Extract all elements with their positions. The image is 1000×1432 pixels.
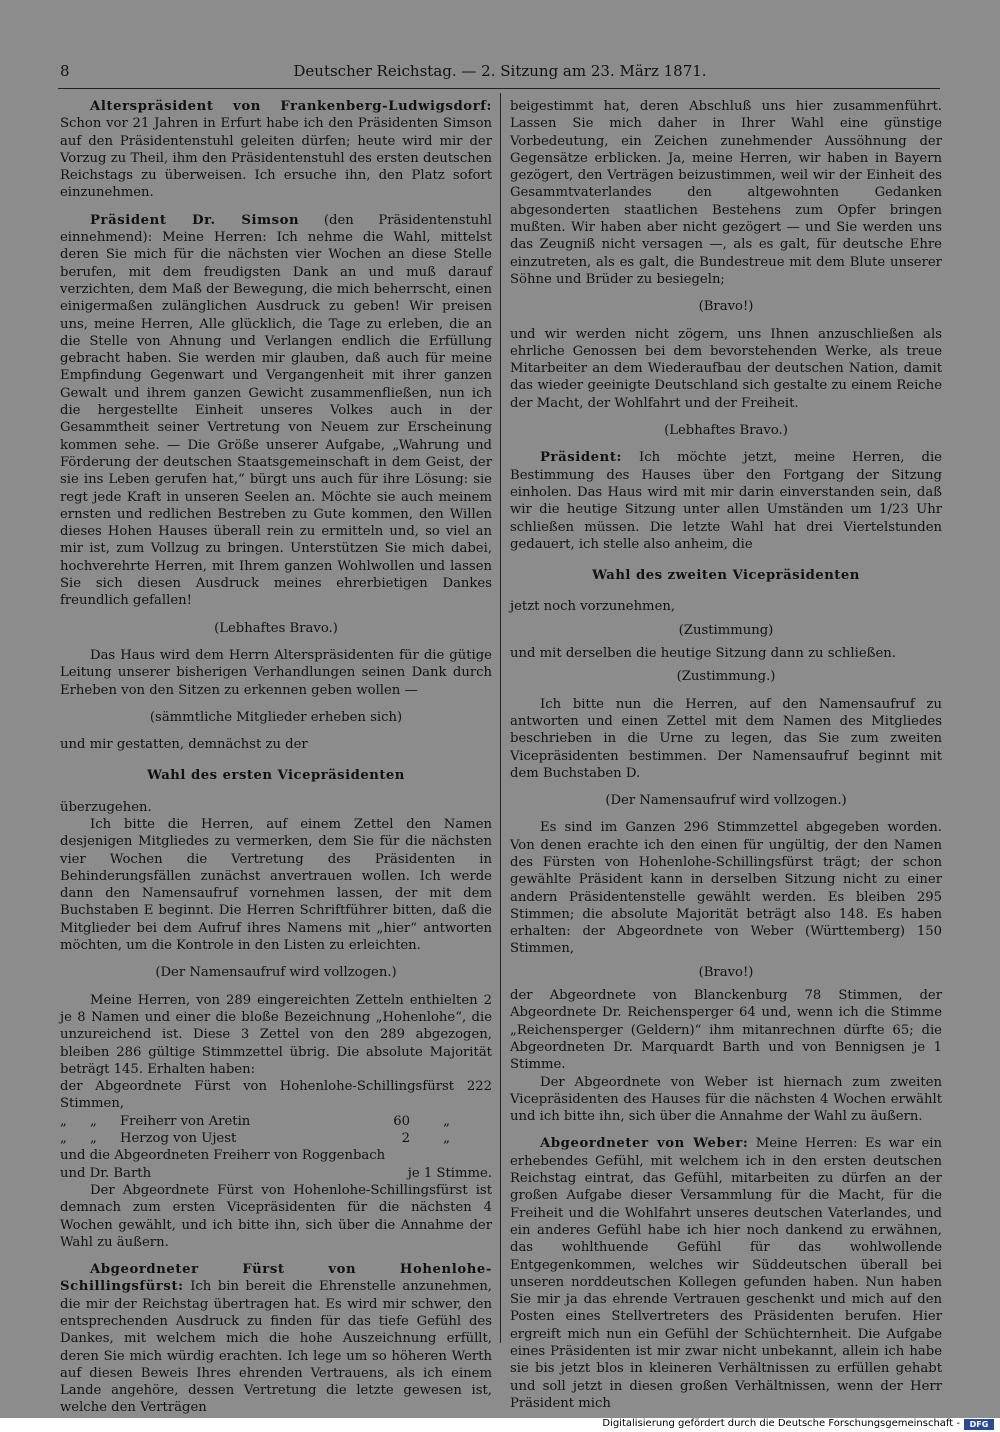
paragraph: überzugehen.	[60, 799, 152, 815]
vote-line	[60, 1165, 492, 1182]
header-rule	[58, 88, 940, 89]
interjection: (Der Namensaufruf wird vollzogen.)	[155, 965, 397, 981]
vote-count: 60	[393, 1113, 410, 1129]
speaker-name: Alterspräsident von Frankenberg-Ludwigsdorf:	[90, 99, 492, 114]
interjection: (sämmtliche Mitglieder erheben sich)	[149, 709, 403, 725]
section-heading: Wahl des ersten Vicepräsidenten	[147, 768, 405, 784]
paragraph: Der Abgeordnete Fürst von Hohenlohe-Schillingsfürst ist demnach zum ersten Vicepräsidenten für die nächsten 4 Wochen gewählt, und ich bitte ihn, sich über die Annahme der Wahl zu äußern.	[60, 1182, 492, 1250]
dfg-logo: DFG	[964, 1419, 994, 1430]
ditto-mark: „	[443, 1113, 450, 1129]
ditto-mark: „	[443, 1131, 450, 1147]
section-heading: Wahl des zweiten Vicepräsidenten	[592, 568, 860, 584]
paragraph: und mit derselben die heutige Sitzung dann zu schließen.	[510, 646, 896, 662]
vote-count: 2	[401, 1131, 410, 1147]
ditto-mark: „	[60, 1131, 67, 1147]
paragraph: Das Haus wird dem Herrn Alterspräsidenten für die gütige Leitung unserer bisherigen Verhandlungen seinen Dank durch Erheben von den Sitzen zu erkennen geben wollen —	[60, 647, 492, 698]
interjection: (Bravo!)	[698, 964, 754, 980]
vote-name: Freiherr von Aretin	[120, 1113, 251, 1129]
vote-line	[60, 1113, 492, 1130]
vote-count: je 1 Stimme.	[407, 1165, 492, 1181]
paragraph-text: Ich bin bereit die Ehrenstelle anzunehmen, die mir der Reichstag übertragen hat. Es wird mir schwer, den entsprechenden Ausdruck zu finden für das tiefe Gefühl des Dankes, mit welchem mich die hohe Auszeichnung erfüllt, deren Sie mich würdig erachten. Ich lege um so höheren Werth auf diesen Beweis Ihres ehrenden Vertrauens, als ich einem Lande angehöre, dessen Vertretung die letzte gewesen ist, welche den Verträgen	[60, 1279, 493, 1416]
paragraph: beigestimmt hat, deren Abschluß uns hier zusammenführt. Lassen Sie mich daher in Ihrer Wahl eine günstige Vorbedeutung, ein Zeichen zunehmender Aussöhnung der Gegensätze erblicken. Ja, meine Herren, wir haben in Bayern gezögert, den Verträgen beizustimmen, weil wir der Einheit des Gesammtvaterlandes den altgewohnten Gedanken abgesonderten staatlichen Bestehens zum Opfer bringen mußten. Wir haben aber nicht gezögert — und Sie werden uns das Zeugniß nicht versagen —, als es galt, für deutsche Ehre einzutreten, als es galt, die Bundestreue mit dem Blute unserer Söhne und Brüder zu besiegeln;	[510, 99, 942, 287]
paragraph-text: (den Präsidentenstuhl einnehmend): Meine Herren: Ich nehme die Wahl, mittelst deren Sie mich für die nächsten vier Wochen an diese Stelle berufen, mit dem freudigsten Dank an und muß darauf verzichten, dem Maß der Bewegung, die mich beherrscht, einen einigermaßen zulänglichen Ausdruck zu geben! Wir preisen uns, meine Herren, Alle glücklich, die Tage zu erleben, die an die Stelle von Ahnung und Verlangen endlich die Erfüllung gebracht haben. Sie werden mir glauben, daß auch für meine Empfindung Gegenwart und Vergangenheit mit ihrer ganzen Gewalt und ihrem ganzen Gewicht zusammenfließen, nun ich die hergestellte Einheit unseres Volkes auch in der Gesammtheit seiner Vertretung von Neuem zur Erscheinung kommen sehe. — Die Größe unserer Aufgabe, „Wahrung und Förderung der deutschen Staatsgemeinschaft in dem Geist, der sie ins Leben gerufen hat,“ bürgt uns auch für ihre Lösung: sie regt jede Kraft in unseren Seelen an. Möchte sie auch meinem ernsten und redlichen Bestreben zu Gute kommen, den Willen dieses Hohen Hauses überall rein zu ermitteln und, so viel an mir ist, zum Vollzug zu bringen. Unterstützen Sie mich dabei, hochverehrte Herren, mit Ihrem ganzen Wohlwollen und lassen Sie sich diesen Ausdruck meines ehrerbietigen Dankes freundlich gefallen!	[60, 212, 492, 609]
paragraph	[510, 449, 942, 553]
paragraph-text: Schon vor 21 Jahren in Erfurt habe ich den Präsidenten Simson auf den Präsidentenstuhl geleiten dürfen; heute wird mir der Vorzug zu Theil, ihm den Präsidentenstuhl des ersten deutschen Reichstags zu überweisen. Ich ersuche ihn, den Platz sofort einzunehmen.	[60, 116, 492, 201]
ditto-mark: „	[90, 1113, 97, 1129]
interjection: (Lebhaftes Bravo.)	[214, 620, 338, 636]
speaker-name: Präsident Dr. Simson	[90, 212, 300, 228]
interjection: (Zustimmung)	[678, 622, 774, 638]
interjection: (Der Namensaufruf wird vollzogen.)	[605, 793, 847, 809]
vote-name: Herzog von Ujest	[120, 1131, 237, 1147]
paragraph: Ich bitte die Herren, auf einem Zettel den Namen desjenigen Mitgliedes zu vermerken, dem Sie für die nächsten vier Wochen die Vertretung des Präsidenten in Behinderungsfällen zunächst anvertrauen wollen. Ich werde dann den Namensaufruf vornehmen lassen, der mit dem Buchstaben E beginnt. Die Herren Schriftführer bitten, daß die Mitglieder bei dem Aufruf ihres Namens mit „hier“ antworten möchten, um die Kontrole in den Listen zu erleichten.	[60, 816, 492, 954]
interjection: (Lebhaftes Bravo.)	[664, 423, 788, 439]
page-number: 8	[60, 62, 70, 80]
paragraph: und mir gestatten, demnächst zu der	[60, 737, 308, 753]
ditto-mark: „	[60, 1113, 67, 1129]
paragraph: Meine Herren, von 289 eingereichten Zetteln enthielten 2 je 8 Namen und einer die bloße Bezeichnung „Hohenlohe“, die unzureichend ist. Diese 3 Zettel von den 289 abgezogen, bleiben 286 gültige Stimmzettel übrig. Die absolute Majorität beträgt 145. Erhalten haben:	[60, 992, 492, 1077]
paragraph	[60, 1261, 492, 1417]
left-column	[60, 98, 492, 1417]
footer-bar	[0, 1418, 1000, 1432]
vote-line: der Abgeordnete Fürst von Hohenlohe-Schillingsfürst 222 Stimmen,	[60, 1079, 492, 1112]
paragraph-text: Meine Herren: Es war ein erhebendes Gefühl, mit welchem ich in den ersten deutschen Reichstag eintrat, das Gefühl, mitarbeiten zu dürfen an der großen Aufgabe dieser Versammlung für die Macht, für die Freiheit und die Wohlfahrt unseres deutschen Vaterlandes, und ein anderes Gefühl habe ich hier noch dankend zu erwähnen, das wohlthuende Gefühl für das wohlwollende Entgegenkommen, welches wir Süddeutschen überall bei unseren norddeutschen Kollegen gefunden haben. Nun haben Sie mir ja das ehrende Vertrauen geschenkt und mich auf den Posten eines Stellvertreters des Präsidenten berufen. Hier ergreift mich nun ein Gefühl der Schüchternheit. Die Aufgabe eines Präsidenten ist mir zwar nicht unbekannt, allein ich habe sie bis jetzt blos in kleineren Verhältnissen zu erfüllen gehabt und soll jetzt in diesen großen Verhältnissen, wenn der Herr Präsident mich	[510, 1136, 942, 1411]
paragraph: Es sind im Ganzen 296 Stimmzettel abgegeben worden. Von denen erachte ich den einen für ungültig, der den Namen des Fürsten von Hohenlohe-Schillingsfürst trägt; der schon gewählte Präsident kann in derselben Sitzung nicht zu einer andern Präsidentenstelle gewählt werden. Es bleiben 295 Stimmen; die absolute Majorität beträgt also 148. Es haben erhalten: der Abgeordnete von Weber (Württemberg) 150 Stimmen,	[510, 820, 942, 957]
paragraph	[60, 212, 492, 610]
paragraph: Ich bitte nun die Herren, auf den Namensaufruf zu antworten und einen Zettel mit dem Namen des Mitgliedes beschrieben in die Urne zu legen, das Sie zum zweiten Vicepräsidenten bestimmen. Der Namensaufruf beginnt mit dem Buchstaben D.	[510, 696, 942, 781]
vote-name: und Dr. Barth	[60, 1165, 152, 1181]
column-divider	[500, 93, 501, 1343]
interjection: (Zustimmung.)	[676, 669, 776, 685]
right-column	[510, 98, 942, 1412]
vote-line	[60, 1130, 492, 1147]
speaker-name: Präsident:	[540, 450, 623, 466]
vote-line: und die Abgeordneten Freiherr von Roggenbach	[60, 1148, 386, 1164]
speaker-name: Abgeordneter Fürst von Hohenlohe-Schillingsfürst:	[60, 1262, 492, 1295]
speaker-name: Abgeordneter von Weber:	[540, 1136, 749, 1152]
paragraph: Der Abgeordnete von Weber ist hiernach zum zweiten Vicepräsidenten des Hauses für die nächsten 4 Wochen erwählt und ich bitte ihn, sich über die Annahme der Wahl zu äußern.	[510, 1074, 942, 1125]
funding-credit: Digitalisierung gefördert durch die Deutsche Forschungsgemeinschaft -	[602, 1418, 960, 1429]
paragraph-text: Ich möchte jetzt, meine Herren, die Bestimmung des Hauses über den Fortgang der Sitzung einholen. Das Haus wird mit mir darin einverstanden sein, daß wir die heutige Sitzung unter allen Umständen um 1/23 Uhr schließen müssen. Die letzte Wahl hat drei Viertelstunden gedauert, ich stelle also anheim, die	[510, 450, 942, 552]
paragraph: der Abgeordnete von Blanckenburg 78 Stimmen, der Abgeordnete Dr. Reichensperger 64 und, wenn ich die Stimme „Reichensperger (Geldern)“ ihm mitanrechnen dürfte 65; die Abgeordneten Dr. Marquardt Barth und von Bennigsen je 1 Stimme.	[510, 988, 942, 1073]
running-title: Deutscher Reichstag. — 2. Sitzung am 23. März 1871.	[293, 62, 707, 80]
paragraph: und wir werden nicht zögern, uns Ihnen anzuschließen als ehrliche Genossen bei dem bevorstehenden Werke, als treue Mitarbeiter an dem Wiederaufbau der deutschen Nation, damit das wieder geeinigte Deutschland sich gestalte zu einem Reiche der Macht, der Wohlfahrt und der Freiheit.	[510, 326, 942, 411]
paragraph	[510, 1135, 942, 1412]
interjection: (Bravo!)	[698, 299, 754, 315]
page-header	[60, 62, 940, 86]
ditto-mark: „	[90, 1131, 97, 1147]
paragraph	[60, 98, 492, 202]
paragraph: jetzt noch vorzunehmen,	[510, 599, 676, 615]
